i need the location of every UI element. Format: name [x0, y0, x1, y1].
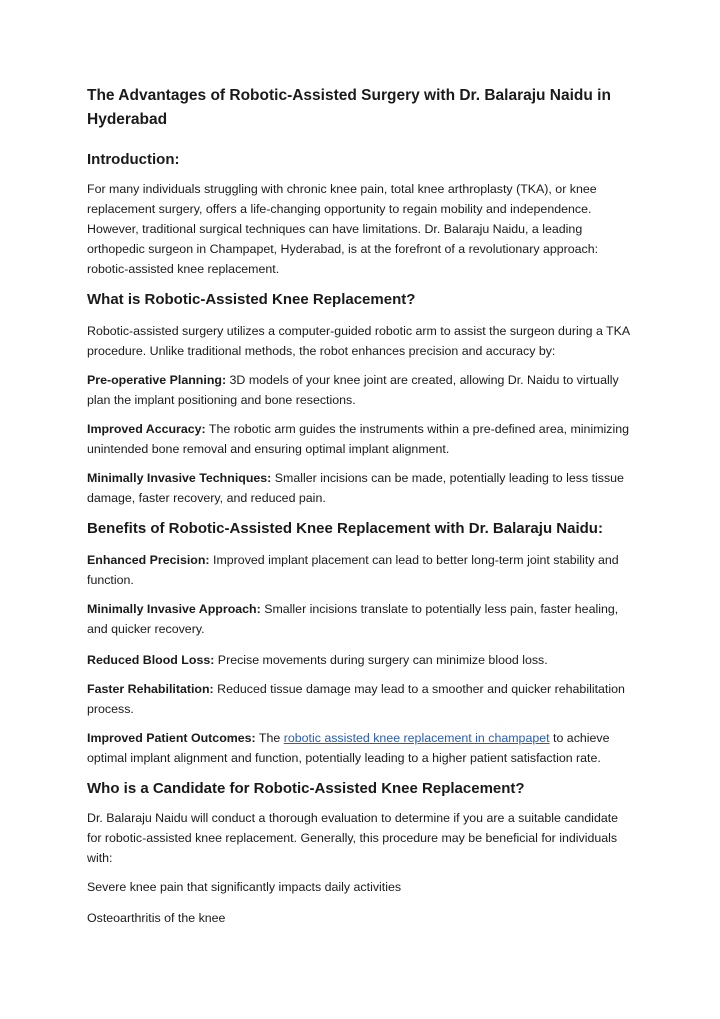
item-text: Reduced tissue damage may lead to a smoother and quicker rehabilitation process. — [87, 682, 625, 716]
benefit-item-outcomes — [87, 728, 635, 768]
candidate-heading: Who is a Candidate for Robotic-Assisted Knee Replacement? — [87, 780, 525, 797]
item-lead: Minimally Invasive Approach: — [87, 602, 261, 616]
item-text: The — [255, 731, 284, 745]
item-lead: Improved Accuracy: — [87, 422, 206, 436]
what-is-item-minimally-invasive — [87, 468, 635, 508]
benefit-item-blood-loss — [87, 650, 635, 670]
item-text: Smaller incisions can be made, potentially leading to less tissue damage, faster recovery, and reduced pain. — [87, 471, 624, 505]
what-is-item-accuracy — [87, 419, 635, 459]
item-text: 3D models of your knee joint are created, allowing Dr. Naidu to virtually plan the implant positioning and bone resections. — [87, 373, 619, 407]
what-is-paragraph: Robotic-assisted surgery utilizes a computer-guided robotic arm to assist the surgeon during a TKA procedure. Unlike traditional methods, the robot enhances precision and accuracy by: — [87, 324, 630, 358]
robotic-knee-replacement-link[interactable]: robotic assisted knee replacement in champapet — [283, 731, 550, 745]
document-page — [87, 84, 635, 937]
what-is-item-preoperative — [87, 370, 635, 410]
item-lead: Enhanced Precision: — [87, 553, 210, 567]
item-text: The robotic arm guides the instruments within a pre-defined area, minimizing unintended bone removal and ensuring optimal implant alignment. — [87, 422, 630, 456]
item-lead: Faster Rehabilitation: — [87, 682, 214, 696]
intro-heading: Introduction: — [87, 151, 180, 168]
item-lead: Minimally Invasive Techniques: — [87, 471, 272, 485]
benefits-heading: Benefits of Robotic-Assisted Knee Replacement with Dr. Balaraju Naidu: — [87, 520, 603, 537]
item-lead: Reduced Blood Loss: — [87, 653, 215, 667]
intro-paragraph: For many individuals struggling with chronic knee pain, total knee arthroplasty (TKA), or knee replacement surgery, offers a life-changing opportunity to regain mobility and independence. However, traditional surgical techniques can have limitations. Dr. Balaraju Naidu, a leading orthopedic surgeon in Champapet, Hyderabad, is at the forefront of a revolutionary approach: robotic-assisted knee replacement. — [87, 182, 599, 276]
item-text: Precise movements during surgery can minimize blood loss. — [214, 653, 548, 667]
candidate-item: Severe knee pain that significantly impacts daily activities — [87, 880, 402, 894]
item-text: to achieve optimal implant alignment and function, potentially leading to a higher patient satisfaction rate. — [87, 731, 610, 765]
item-text: Smaller incisions translate to potentially less pain, faster healing, and quicker recovery. — [87, 602, 619, 636]
candidate-item: Osteoarthritis of the knee — [87, 911, 226, 925]
benefit-item-rehabilitation — [87, 679, 635, 719]
document-title: The Advantages of Robotic-Assisted Surgery with Dr. Balaraju Naidu in Hyderabad — [87, 87, 611, 128]
benefit-item-precision — [87, 550, 635, 590]
what-is-heading: What is Robotic-Assisted Knee Replacement? — [87, 291, 416, 308]
item-lead: Improved Patient Outcomes: — [87, 731, 256, 745]
candidate-paragraph: Dr. Balaraju Naidu will conduct a thorough evaluation to determine if you are a suitable candidate for robotic-assisted knee replacement. Generally, this procedure may be beneficial for individuals with: — [87, 811, 619, 865]
item-text: Improved implant placement can lead to better long-term joint stability and function. — [87, 553, 619, 587]
benefit-item-minimally-invasive — [87, 599, 635, 639]
item-lead: Pre-operative Planning: — [87, 373, 227, 387]
